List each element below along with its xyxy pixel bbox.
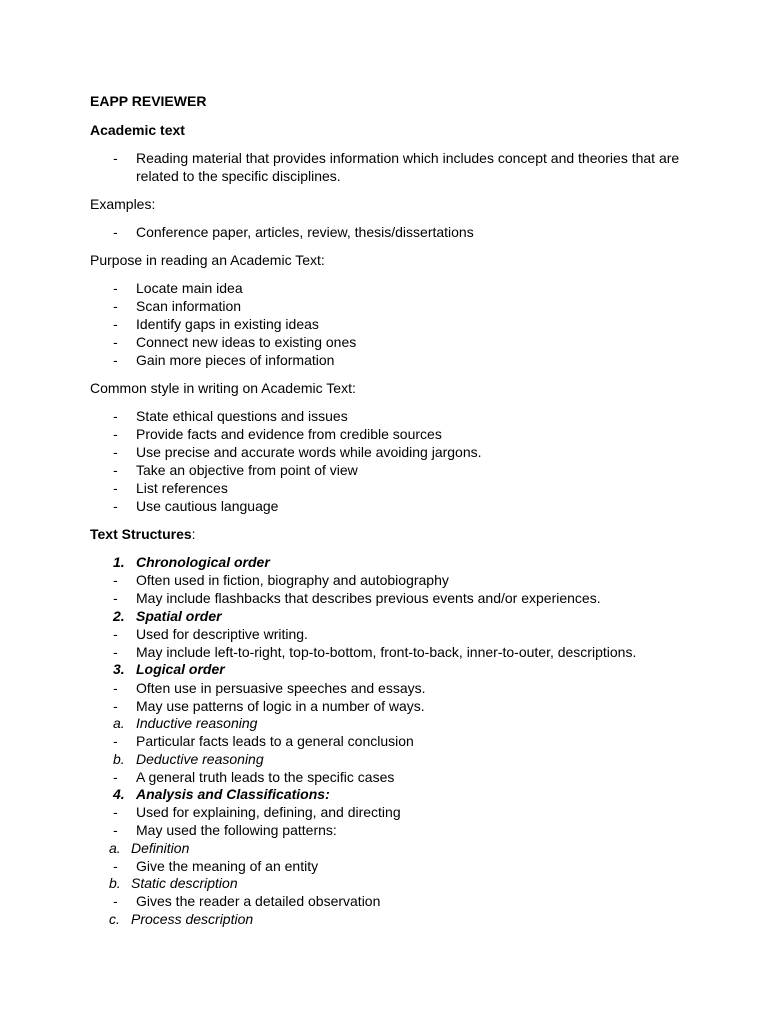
list-item: A general truth leads to the specific cases <box>136 769 395 785</box>
list-item: Provide facts and evidence from credible sources <box>136 426 442 442</box>
bullet-dash: - <box>113 769 118 785</box>
structure-name: Logical order <box>136 661 225 677</box>
list-item: Give the meaning of an entity <box>136 858 319 874</box>
list-item: Use cautious language <box>136 498 279 514</box>
list-item: Scan information <box>136 298 242 314</box>
bullet-dash: - <box>113 626 118 642</box>
examples-label: Examples: <box>90 196 156 212</box>
list-item: Identify gaps in existing ideas <box>136 316 319 332</box>
bullet-dash: - <box>113 444 118 460</box>
bullet-dash: - <box>113 280 118 296</box>
list-item: Used for descriptive writing. <box>136 626 308 642</box>
list-item: Gain more pieces of information <box>136 352 335 368</box>
purpose-label: Purpose in reading an Academic Text: <box>90 252 325 268</box>
structure-name: Analysis and Classifications: <box>136 786 330 802</box>
structure-number: 2. <box>113 608 125 624</box>
bullet-dash: - <box>113 572 118 588</box>
bullet-dash: - <box>113 644 118 660</box>
list-item: May include flashbacks that describes previous events and/or experiences. <box>136 590 601 606</box>
list-item: Connect new ideas to existing ones <box>136 334 357 350</box>
bullet-dash: - <box>113 316 118 332</box>
academic-text-heading: Academic text <box>90 122 185 138</box>
text-structures-heading: Text Structures <box>90 526 192 542</box>
sub-letter: b. <box>109 875 121 891</box>
bullet-dash: - <box>113 408 118 424</box>
bullet-dash: - <box>113 298 118 314</box>
list-item: List references <box>136 480 228 496</box>
list-item: Used for explaining, defining, and directing <box>136 804 401 820</box>
document-title: EAPP REVIEWER <box>90 93 207 109</box>
list-item: Often used in fiction, biography and autobiography <box>136 572 449 588</box>
text-structures-heading-line <box>90 525 196 543</box>
bullet-dash: - <box>113 150 118 166</box>
sub-name: Definition <box>131 840 190 856</box>
list-item: Conference paper, articles, review, thesis/dissertations <box>136 224 474 240</box>
structure-name: Chronological order <box>136 554 270 570</box>
list-item: May use patterns of logic in a number of ways. <box>136 698 425 714</box>
sub-name: Process description <box>131 911 254 927</box>
structure-number: 3. <box>113 661 125 677</box>
list-item: Particular facts leads to a general conclusion <box>136 733 414 749</box>
sub-name: Deductive reasoning <box>136 751 264 767</box>
sub-letter: b. <box>113 751 125 767</box>
bullet-dash: - <box>113 822 118 838</box>
list-item: May include left-to-right, top-to-bottom, front-to-back, inner-to-outer, descriptions. <box>136 644 637 660</box>
bullet-dash: - <box>113 680 118 696</box>
bullet-dash: - <box>113 334 118 350</box>
academic-text-definition-line2: related to the specific disciplines. <box>136 168 341 184</box>
bullet-dash: - <box>113 352 118 368</box>
bullet-dash: - <box>113 858 118 874</box>
structure-number: 1. <box>113 554 125 570</box>
style-label: Common style in writing on Academic Text: <box>90 380 356 396</box>
list-item: Often use in persuasive speeches and essays. <box>136 680 426 696</box>
bullet-dash: - <box>113 498 118 514</box>
bullet-dash: - <box>113 426 118 442</box>
bullet-dash: - <box>113 590 118 606</box>
list-item: Locate main idea <box>136 280 243 296</box>
bullet-dash: - <box>113 804 118 820</box>
sub-name: Inductive reasoning <box>136 715 258 731</box>
list-item: Gives the reader a detailed observation <box>136 893 381 909</box>
list-item: State ethical questions and issues <box>136 408 348 424</box>
bullet-dash: - <box>113 893 118 909</box>
sub-letter: a. <box>109 840 121 856</box>
structure-name: Spatial order <box>136 608 222 624</box>
list-item: May used the following patterns: <box>136 822 337 838</box>
sub-letter: c. <box>109 911 120 927</box>
heading-colon: : <box>191 526 196 542</box>
bullet-dash: - <box>113 224 118 240</box>
sub-name: Static description <box>131 875 238 891</box>
bullet-dash: - <box>113 462 118 478</box>
list-item: Use precise and accurate words while avoiding jargons. <box>136 444 482 460</box>
bullet-dash: - <box>113 733 118 749</box>
bullet-dash: - <box>113 698 118 714</box>
sub-letter: a. <box>113 715 125 731</box>
structure-number: 4. <box>113 786 125 802</box>
academic-text-definition-line1: Reading material that provides information which includes concept and theories that are <box>136 150 680 166</box>
list-item: Take an objective from point of view <box>136 462 358 478</box>
bullet-dash: - <box>113 480 118 496</box>
